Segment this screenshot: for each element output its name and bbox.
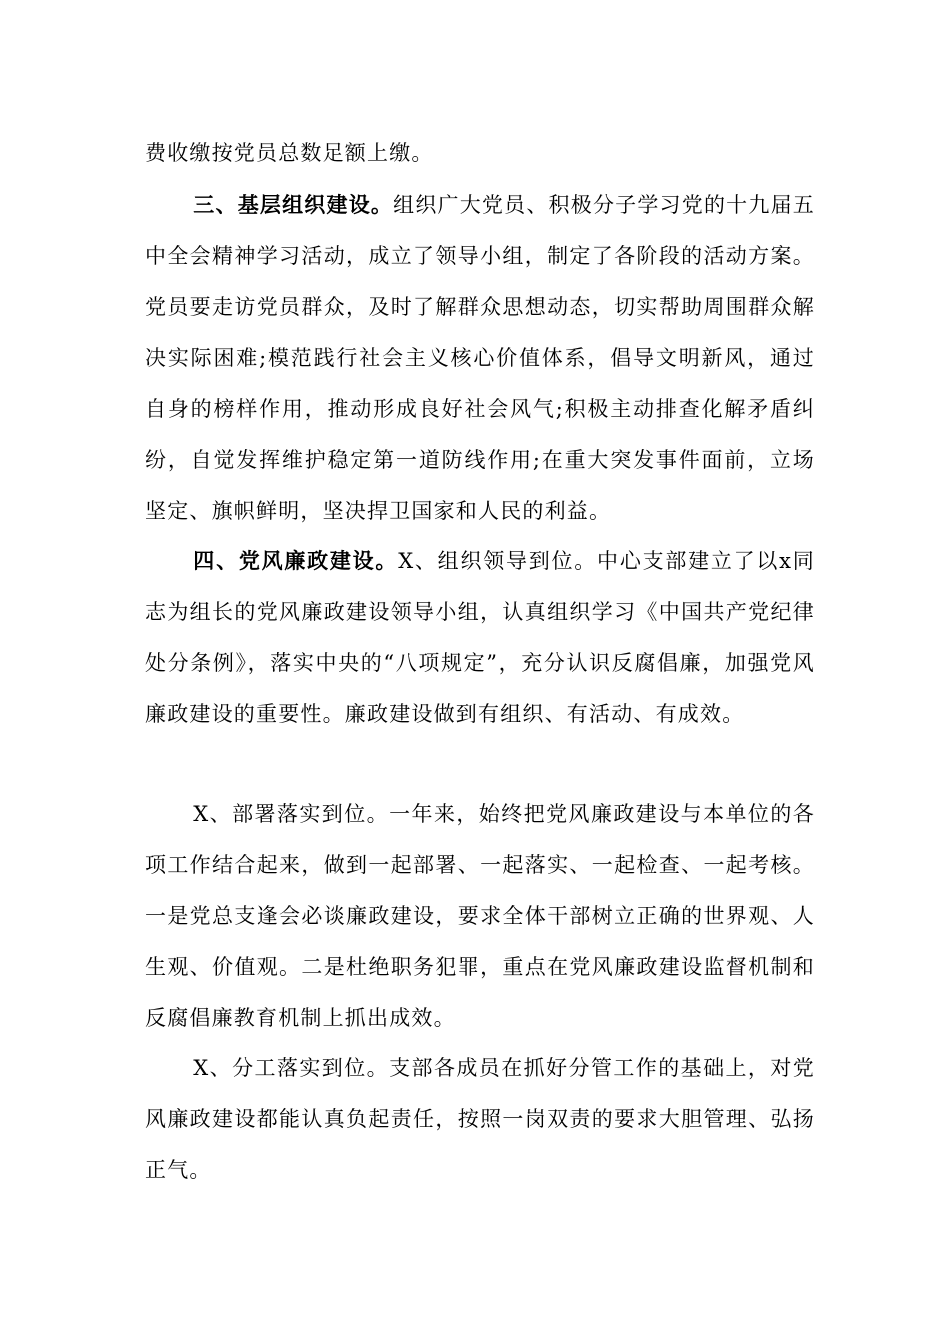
paragraph-division-of-labor: [145, 1043, 815, 1196]
paragraph-clean-government: [145, 535, 815, 740]
paragraph-continuation: [145, 128, 815, 179]
paragraph-text: 费收缴按党员总数足额上缴。: [145, 141, 434, 165]
paragraph-text: 组织广大党员、积极分子学习党的十九届五中全会精神学习活动，成立了领导小组，制定了各阶段的活动方案。党员要走访党员群众，及时了解群众思想动态，切实帮助周围群众解决实际困难;模范践行社会主义核心价值体系，倡导文明新风，通过自身的榜样作用，推动形成良好社会风气;积极主动排查化解矛盾纠纷，自觉发挥维护稳定第一道防线作用;在重大突发事件面前，立场坚定、旗帜鲜明，坚决捍卫国家和人民的利益。: [145, 193, 815, 523]
paragraph-deployment: [145, 789, 815, 1044]
section-heading: 三、基层组织建设。: [193, 192, 394, 217]
paragraph-text: X、分工落实到位。支部各成员在抓好分管工作的基础上，对党风廉政建设都能认真负起责任，按照一岗双责的要求大胆管理、弘扬正气。: [145, 1056, 815, 1182]
paragraph-text: X、部署落实到位。一年来，始终把党风廉政建设与本单位的各项工作结合起来，做到一起部署、一起落实、一起检查、一起考核。一是党总支逢会必谈廉政建设，要求全体干部树立正确的世界观、人生观、价值观。二是杜绝职务犯罪，重点在党风廉政建设监督机制和反腐倡廉教育机制上抓出成效。: [145, 802, 815, 1030]
section-heading: 四、党风廉政建设。: [193, 548, 399, 573]
paragraph-text: X、组织领导到位。中心支部建立了以x同志为组长的党风廉政建设领导小组，认真组织学习《中国共产党纪律处分条例》，落实中央的“八项规定”，充分认识反腐倡廉，加强党风廉政建设的重要性。廉政建设做到有组织、有活动、有成效。: [145, 549, 815, 726]
paragraph-grassroots-organization: [145, 179, 815, 537]
